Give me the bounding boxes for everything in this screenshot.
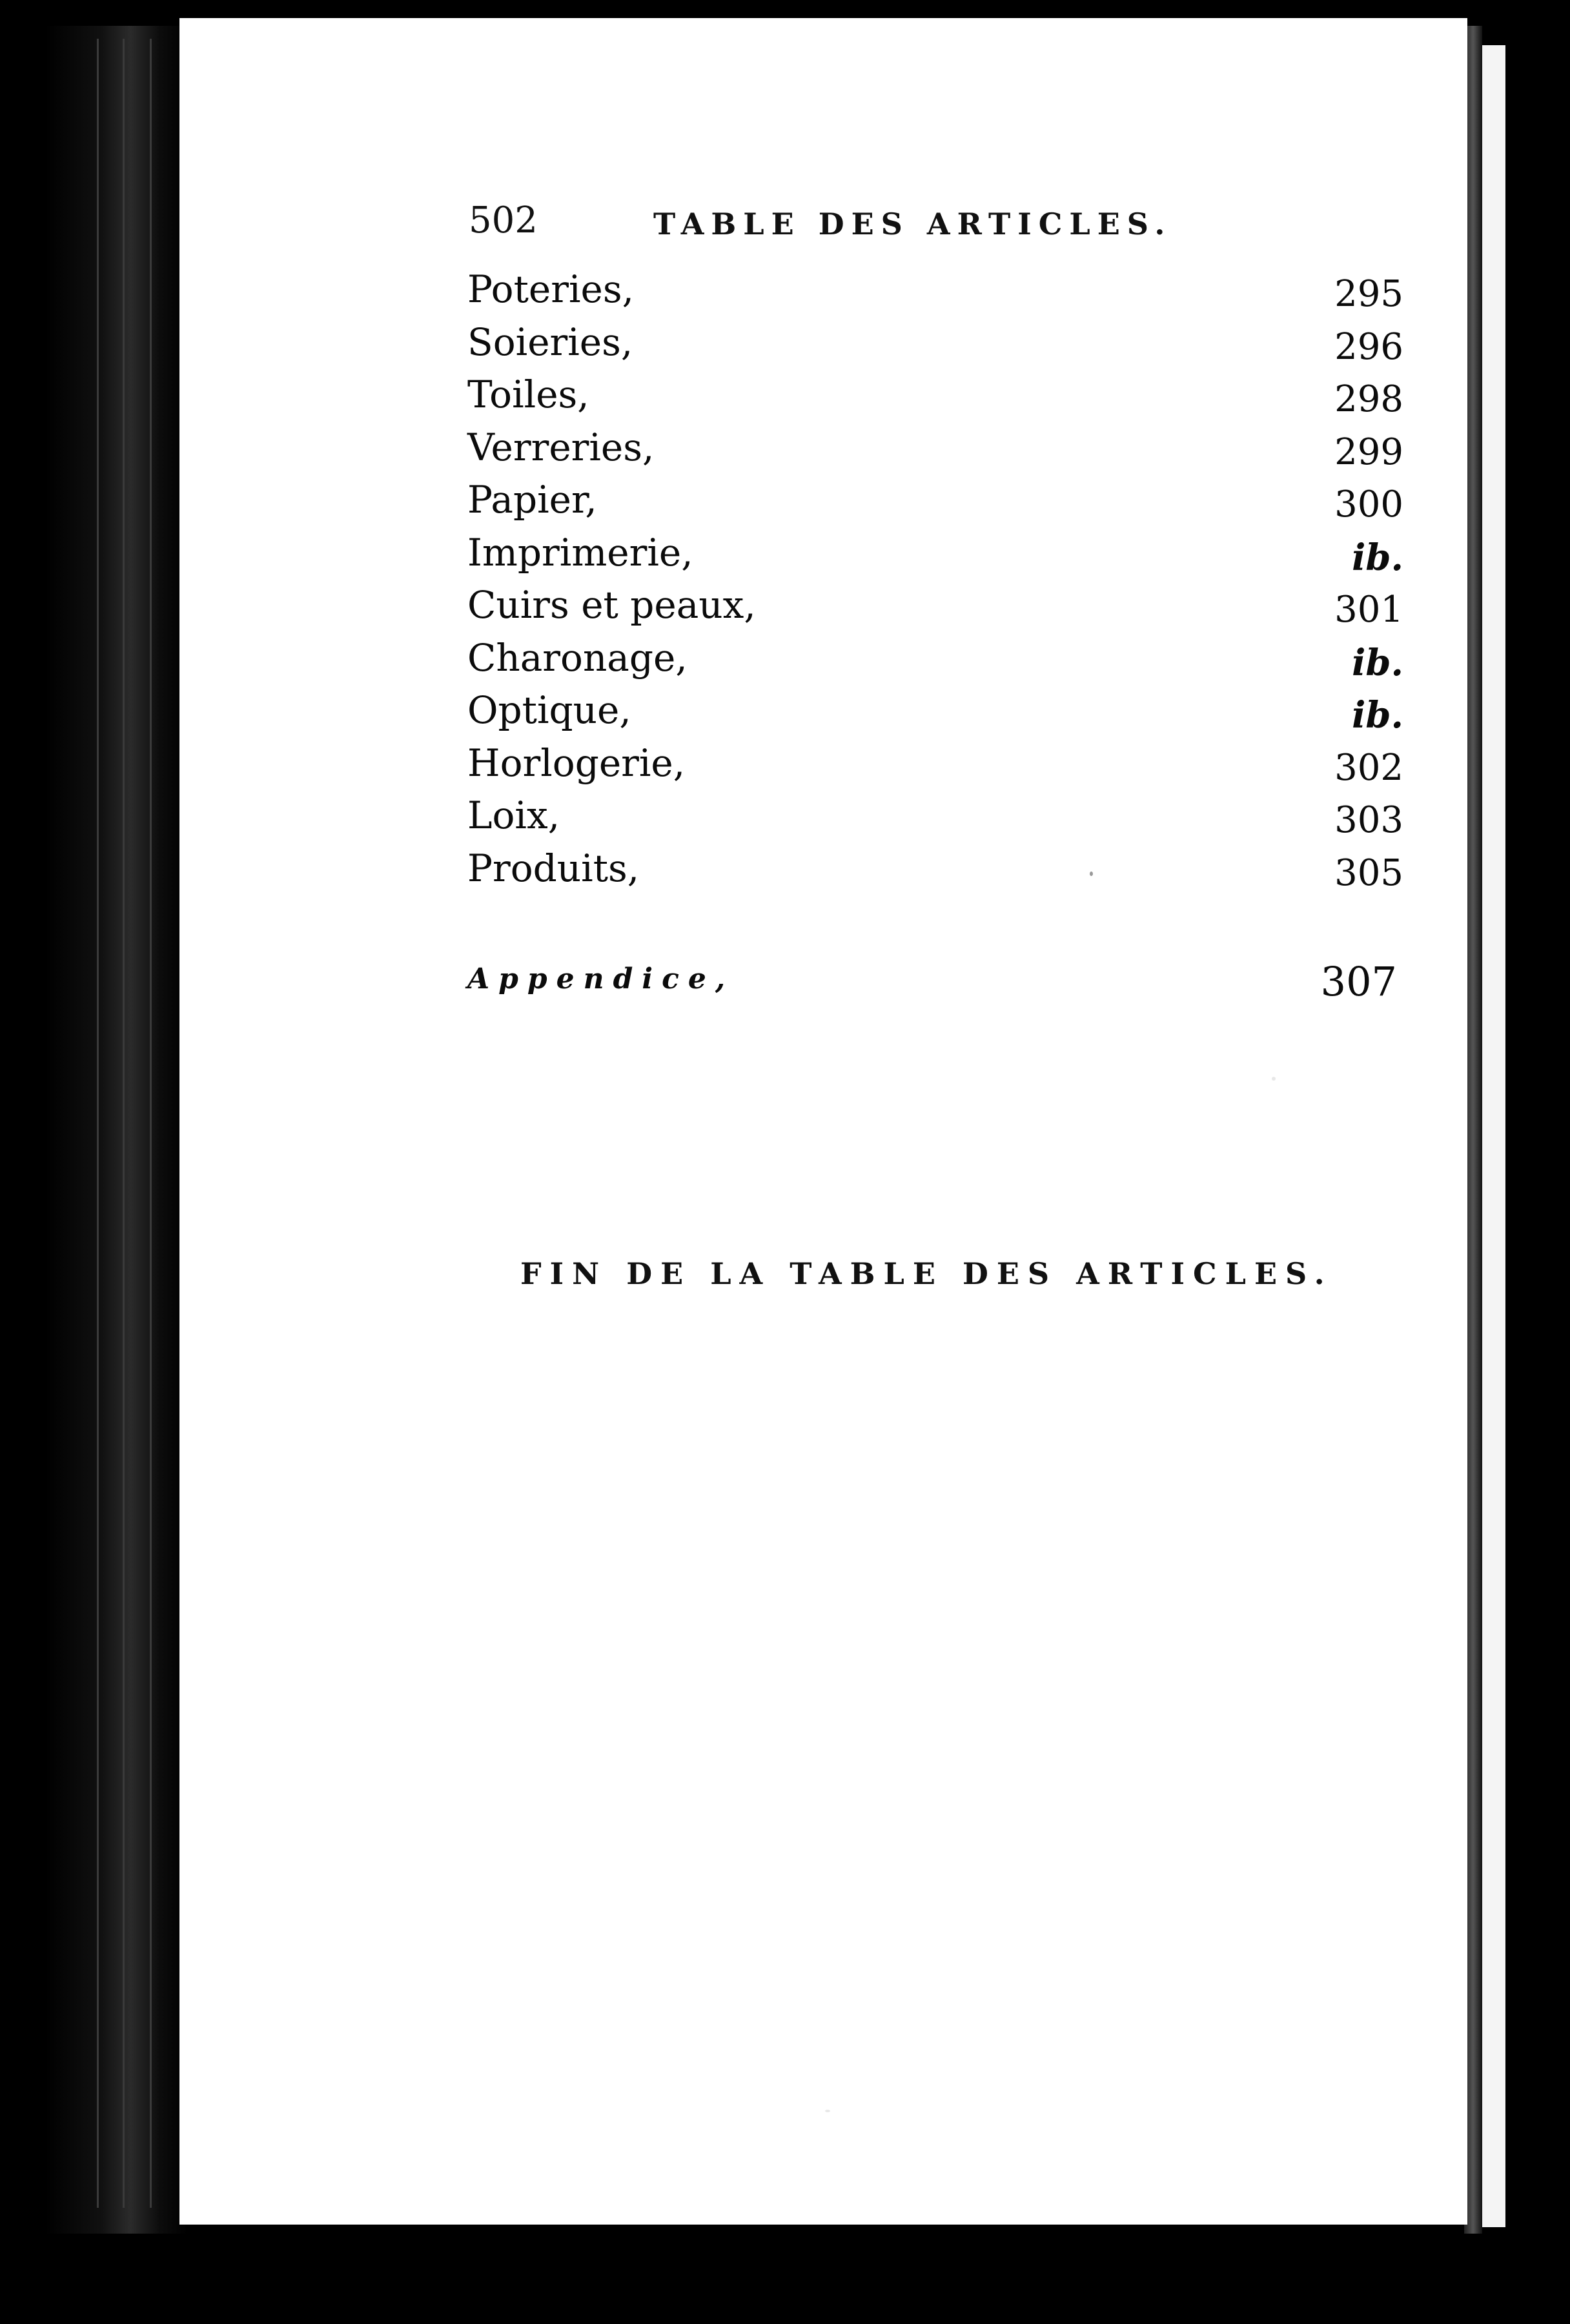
paper-speck (825, 2110, 830, 2112)
entry-title: Produits, (467, 846, 640, 890)
list-item (467, 842, 1403, 895)
list-item (467, 737, 1403, 790)
entry-title: Charonage, (467, 635, 688, 680)
running-head (469, 195, 1211, 266)
entry-title: Loix, (467, 793, 560, 837)
list-item (467, 790, 1403, 842)
list-item (467, 263, 1403, 316)
entry-page-number: 303 (1334, 799, 1403, 841)
list-item (467, 474, 1403, 527)
closing-line: FIN DE LA TABLE DES ARTICLES. (520, 1256, 1333, 1291)
book-page-edges (45, 26, 187, 2234)
list-item (467, 527, 1403, 580)
appendix-page-number: 307 (1320, 958, 1397, 1005)
entry-page-number: 296 (1334, 325, 1403, 368)
entry-title: Toiles, (467, 372, 589, 416)
entry-title: Soieries, (467, 320, 633, 364)
entry-title: Optique, (467, 688, 631, 732)
entry-page-number: 305 (1334, 851, 1403, 894)
book-edge-line (97, 39, 99, 2208)
list-item (467, 422, 1403, 474)
running-title: TABLE DES ARTICLES. (653, 207, 1172, 241)
entry-page-number: 299 (1334, 431, 1403, 473)
entry-page-number: 295 (1334, 273, 1403, 315)
list-item (467, 369, 1403, 422)
paper-speck (1272, 1077, 1276, 1081)
entry-title: Papier, (467, 478, 597, 522)
page-number: 502 (469, 199, 538, 241)
list-item (467, 632, 1403, 685)
entry-page-number: 302 (1334, 746, 1403, 789)
entry-title: Cuirs et peaux, (467, 583, 756, 627)
entry-page-number: ib. (1352, 536, 1403, 579)
appendix-entry (467, 950, 1403, 1008)
right-facing-page-strip (1480, 45, 1505, 2227)
entry-title: Imprimerie, (467, 530, 693, 575)
entry-page-number: 298 (1334, 378, 1403, 420)
entry-page-number: 301 (1334, 589, 1403, 631)
table-of-articles (467, 263, 1403, 895)
entry-title: Poteries, (467, 267, 635, 311)
entry-page-number: 300 (1334, 484, 1403, 525)
entry-title: Verreries, (467, 425, 655, 469)
book-edge-line (123, 39, 125, 2208)
book-edge-line (150, 39, 152, 2208)
entry-page-number: ib. (1352, 694, 1403, 737)
list-item (467, 579, 1403, 632)
appendix-title: Appendice, (467, 963, 735, 995)
list-item (467, 316, 1403, 369)
entry-title: Horlogerie, (467, 740, 686, 785)
list-item (467, 684, 1403, 737)
entry-page-number: ib. (1352, 641, 1403, 684)
